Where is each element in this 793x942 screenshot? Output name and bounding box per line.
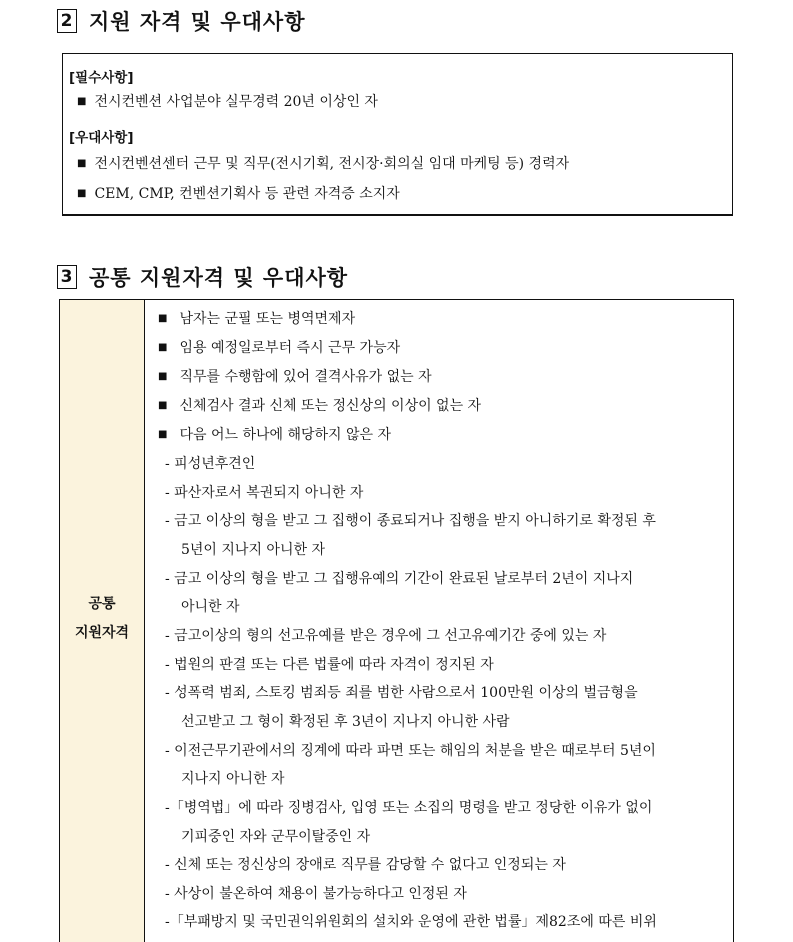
list-item: ■ 임용 예정일로부터 즉시 근무 가능자 [158, 340, 401, 356]
bullet-square-icon: ■ [158, 400, 168, 411]
list-item: ■ 신체검사 결과 신체 또는 정신상의 이상이 없는 자 [158, 398, 482, 414]
section-2-heading [57, 6, 306, 36]
list-item: ■ 남자는 군필 또는 병역면제자 [158, 311, 356, 327]
qualification-box [62, 53, 733, 216]
dash-item: - 이전근무기관에서의 징계에 따라 파면 또는 해임의 처분을 받은 때로부터 5년이 [165, 743, 656, 759]
section-number-box: 3 [57, 265, 77, 289]
bullet-square-icon: ■ [158, 313, 168, 324]
dash-item-continuation: 기피중인 자와 군무이탈중인 자 [181, 829, 371, 845]
list-item: ■ 직무를 수행함에 있어 결격사유가 없는 자 [158, 369, 432, 385]
section-title: 지원 자격 및 우대사항 [89, 10, 306, 34]
dash-item: -「부패방지 및 국민권익위원회의 설치와 운영에 관한 법률」제82조에 따른 비위 [165, 914, 657, 930]
bullet-square-icon: ■ [77, 96, 87, 107]
dash-item: -「병역법」에 따라 징병검사, 입영 또는 소집의 명령을 받고 정당한 이유가 없이 [165, 800, 653, 816]
bullet-square-icon: ■ [77, 188, 87, 199]
dash-item-continuation: 5년이 지나지 아니한 자 [181, 542, 325, 558]
required-item: ■ 전시컨벤션 사업분야 실무경력 20년 이상인 자 [77, 94, 378, 110]
bullet-square-icon: ■ [77, 158, 87, 169]
preferred-item: ■ CEM, CMP, 컨벤션기획사 등 관련 자격증 소지자 [77, 186, 400, 202]
dash-item: - 금고이상의 형의 선고유예를 받은 경우에 그 선고유예기간 중에 있는 자 [165, 628, 607, 644]
dash-item: - 신체 또는 정신상의 장애로 직무를 감당할 수 없다고 인정되는 자 [165, 857, 566, 873]
list-item: ■ 다음 어느 하나에 해당하지 않은 자 [158, 427, 392, 443]
dash-item: - 피성년후견인 [165, 456, 256, 472]
dash-item-continuation: 선고받고 그 형이 확정된 후 3년이 지나지 아니한 사람 [181, 714, 510, 730]
required-label: [필수사항] [69, 70, 134, 86]
section-3-heading [57, 262, 348, 292]
label-common: 공통 [88, 596, 116, 612]
bullet-square-icon: ■ [158, 371, 168, 382]
preferred-label: [우대사항] [69, 130, 134, 146]
dash-item: - 파산자로서 복권되지 아니한 자 [165, 485, 364, 501]
section-number-box: 2 [57, 9, 77, 33]
bullet-square-icon: ■ [158, 342, 168, 353]
preferred-item: ■ 전시컨벤션센터 근무 및 직무(전시기획, 전시장·회의실 임대 마케팅 등) 경력자 [77, 156, 570, 172]
label-qualification: 지원자격 [74, 625, 130, 641]
dash-item: - 금고 이상의 형을 받고 그 집행이 종료되거나 집행을 받지 아니하기로 확정된 후 [165, 513, 656, 529]
dash-item: - 사상이 불온하여 채용이 불가능하다고 인정된 자 [165, 886, 467, 902]
dash-item: - 법원의 판결 또는 다른 법률에 따라 자격이 정지된 자 [165, 657, 494, 673]
dash-item-continuation: 지나지 아니한 자 [181, 771, 285, 787]
dash-item-continuation: 아니한 자 [181, 599, 240, 615]
section-title: 공통 지원자격 및 우대사항 [89, 266, 349, 290]
bullet-square-icon: ■ [158, 429, 168, 440]
common-qualification-table [59, 299, 734, 942]
dash-item: - 금고 이상의 형을 받고 그 집행유예의 기간이 완료된 날로부터 2년이 지나지 [165, 571, 634, 587]
dash-item: - 성폭력 범죄, 스토킹 범죄등 죄를 범한 사람으로서 100만원 이상의 벌금형을 [165, 685, 638, 701]
